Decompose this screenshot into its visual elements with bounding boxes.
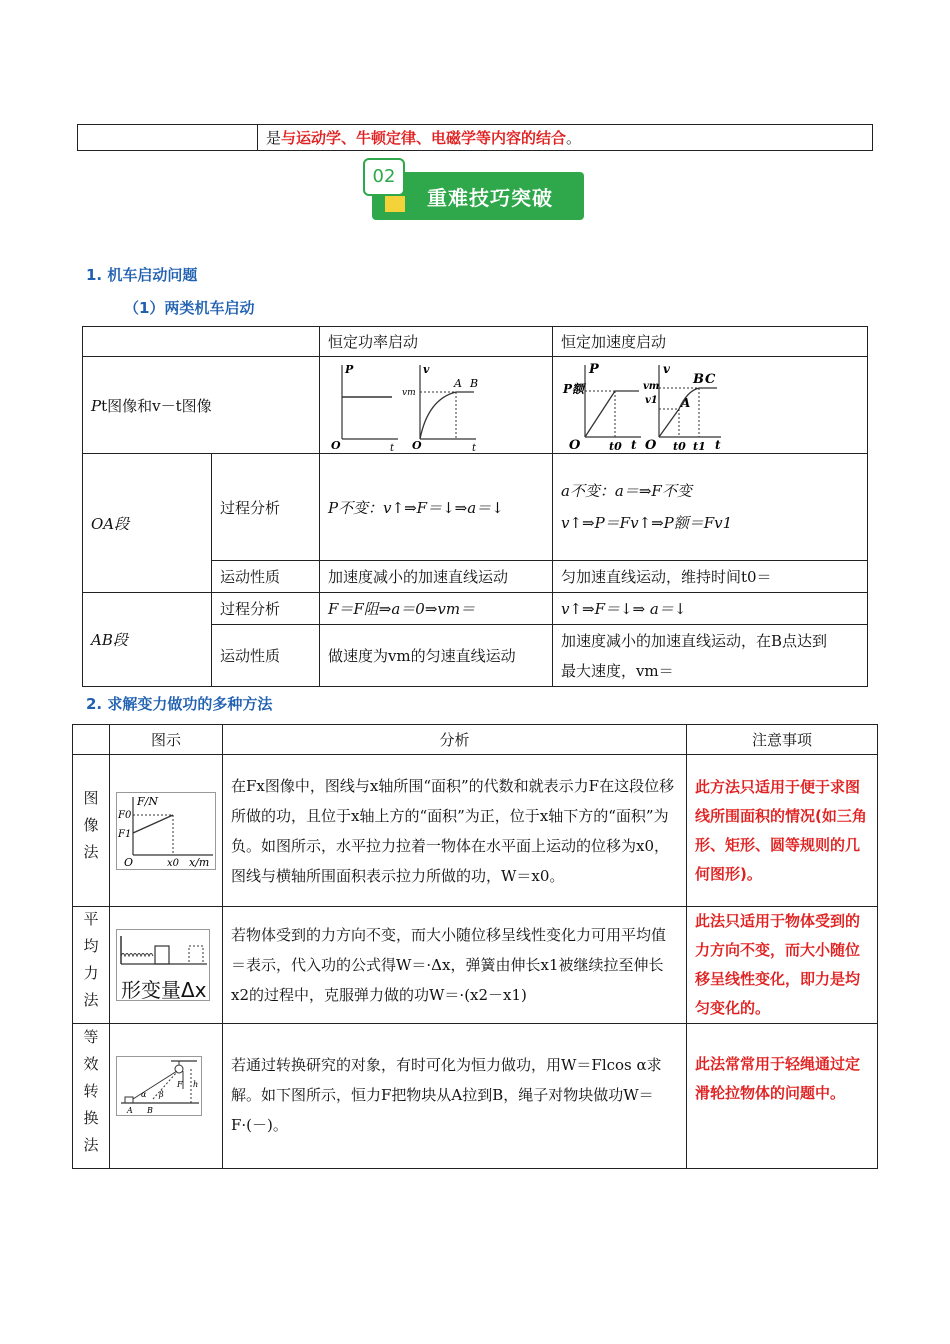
equivalent-note: 此法常常用于轻绳通过定滑轮拉物体的问题中。 [687,1024,878,1169]
svg-text:t0: t0 [672,440,686,451]
pulley-diagram [117,1057,201,1115]
header-notes: 注意事项 [687,725,878,755]
section1-title: 1. 机车启动问题 [86,266,198,284]
oa-nature-label: 运动性质 [212,561,320,593]
graph-method-note: 此方法只适用于便于求图线所围面积的情况(如三角形、矩形、圆等规则的几何图形)。 [687,755,878,907]
ab-cp-process: F＝F阻⇒a＝0⇒vm＝ [319,593,552,625]
equivalent-figure [110,1024,223,1169]
oa-ca-process: a不变：a＝⇒F不变 v↑⇒P＝Fv↑⇒P额＝Fv1 [552,454,867,561]
ab-cp-nature: 做速度为vm的匀速直线运动 [319,625,552,687]
svg-text:A: A [127,1106,133,1115]
svg-text:t: t [630,438,637,451]
svg-text:B: B [469,377,479,390]
method-graph: 图像法 [73,755,110,907]
constant-power-graphs [319,357,552,454]
top-table-row: 是与运动学、牛顿定律、电磁学等内容的结合。 [77,124,873,151]
variable-force-table [72,724,878,1169]
average-force-analysis: 若物体受到的力方向不变，而大小随位移呈线性变化力可用平均值＝表示，代入功的公式得W＝·Δx，弹簧由伸长x1被继续拉至伸长x2的过程中，克服弹力做的功W＝·(x2－x1) [223,907,687,1024]
ab-nature-label: 运动性质 [212,625,320,687]
svg-text:v1: v1 [644,395,658,406]
svg-text:F0: F0 [118,809,132,821]
ab-ca-process: v↑⇒F＝↓⇒ a＝↓ [552,593,867,625]
svg-text:t0: t0 [608,440,622,451]
svg-text:α: α [141,1090,147,1099]
svg-text:t: t [714,438,721,451]
banner-title: 重难技巧突破 [427,186,553,210]
oa-label: OA段 [83,454,212,593]
oa-ca-nature: 匀加速直线运动，维持时间t0＝ [552,561,867,593]
svg-text:β: β [159,1090,164,1099]
svg-text:F: F [177,1080,183,1089]
method-equivalent: 等效转换法 [73,1024,110,1169]
svg-text:P额: P额 [562,382,584,396]
section2-title: 2. 求解变力做功的多种方法 [86,695,273,713]
svg-text:C: C [704,372,716,387]
constant-accel-graph [559,359,729,451]
svg-text:h: h [193,1080,199,1089]
locomotive-table [82,326,868,687]
svg-text:v: v [422,363,430,376]
svg-text:O: O [644,438,657,451]
ab-ca-nature: 加速度减小的加速直线运动，在B点达到 最大速度，vm＝ [552,625,867,687]
header-figure: 图示 [110,725,223,755]
svg-text:O: O [330,439,341,451]
col-header-constant-accel: 恒定加速度启动 [552,327,867,357]
svg-text:vm: vm [642,381,660,392]
method-average-force: 平均力法 [73,907,110,1024]
svg-text:P: P [588,362,599,377]
svg-text:F1: F1 [118,828,132,840]
svg-text:O: O [568,438,581,451]
header-analysis: 分析 [223,725,687,755]
oa-cp-process: P不变：v↑⇒F＝↓⇒a＝↓ [319,454,552,561]
svg-text:x0: x0 [167,857,180,869]
svg-text:B: B [692,372,704,387]
svg-text:v: v [662,362,670,376]
section-banner [363,158,585,222]
force-displacement-diagram [117,793,215,869]
equivalent-analysis: 若通过转换研究的对象，有时可化为恒力做功，用W＝Flcos α求解。如下图所示，恒力F把物块从A拉到B，绳子对物块做功W＝F·(－)。 [223,1024,687,1169]
pt-row-label: Pt图像和v－t图像 [83,357,320,454]
ab-process-label: 过程分析 [212,593,320,625]
col-header-constant-power: 恒定功率启动 [319,327,552,357]
graph-method-analysis: 在Fx图像中，图线与x轴所围“面积”的代数和就表示力F在这段位移所做的功，且位于x轴上方的“面积”为正，位于x轴下方的“面积”为负。如图所示，水平拉力拉着一物体在水平面上运动的位移为x0，图线与横轴所围面积表示拉力所做的功，W＝x0。 [223,755,687,907]
constant-accel-graphs [552,357,867,454]
svg-text:t: t [389,443,394,451]
svg-text:t1: t1 [692,440,706,451]
svg-text:A: A [680,396,691,410]
svg-text:A: A [453,377,462,390]
svg-text:B: B [147,1106,153,1115]
svg-text:x/m: x/m [189,855,210,869]
svg-text:F/N: F/N [137,794,158,808]
graph-method-figure [110,755,223,907]
svg-text:P: P [344,363,354,376]
svg-text:O: O [124,855,134,869]
average-force-note: 此法只适用于物体受到的力方向不变，而大小随位移呈线性变化，即力是均匀变化的。 [687,907,878,1024]
oa-cp-nature: 加速度减小的加速直线运动 [319,561,552,593]
svg-text:vm: vm [401,388,416,398]
ab-label: AB段 [83,593,212,687]
oa-process-label: 过程分析 [212,454,320,561]
banner-number: 02 [363,158,405,196]
svg-text:O: O [411,439,422,451]
average-force-figure: 形变量Δx [110,907,223,1024]
svg-text:t: t [471,443,476,451]
constant-power-graph [328,359,488,451]
section1-subtitle: （1）两类机车启动 [124,299,255,317]
spring-block-diagram [117,930,209,972]
